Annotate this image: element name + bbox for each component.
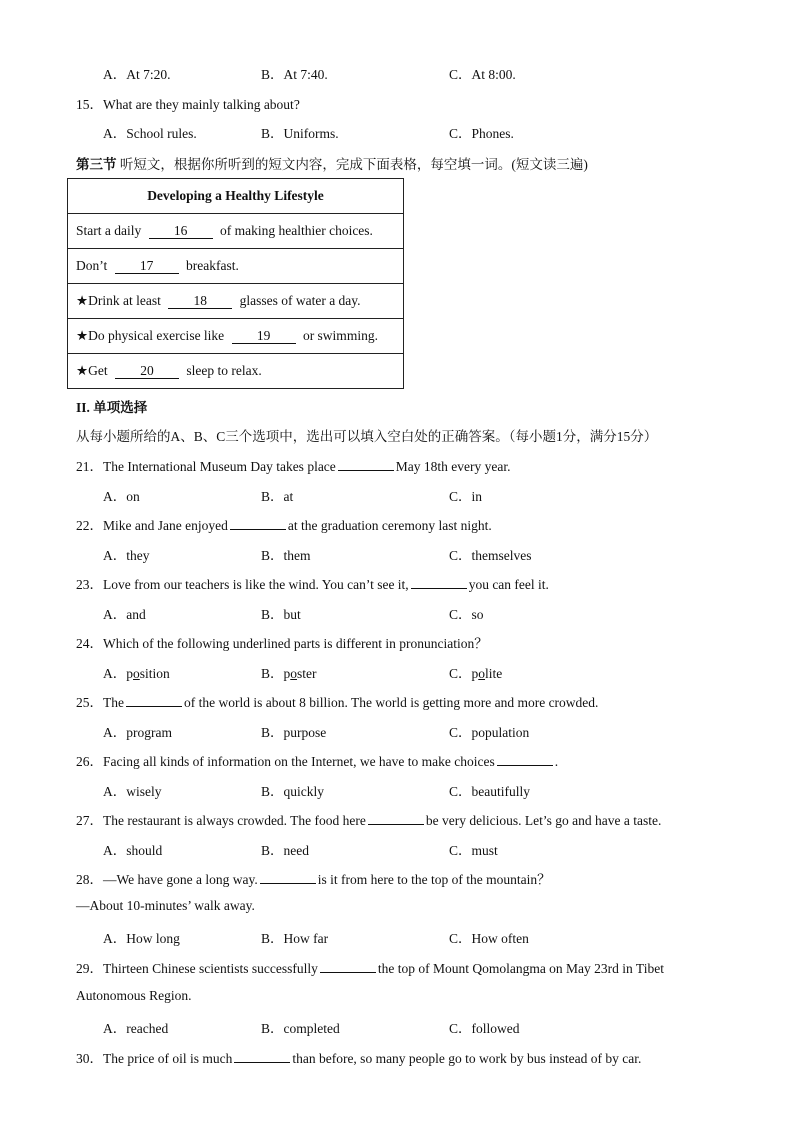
q21-option-c[interactable]: C．in bbox=[449, 489, 483, 504]
q15-option-a[interactable]: A．School rules. bbox=[103, 126, 197, 141]
q26-options bbox=[103, 780, 763, 800]
stem-text: 30．The price of oil is much bbox=[76, 1051, 233, 1066]
q27-stem bbox=[76, 809, 661, 829]
q26-option-c[interactable]: C．beautifully bbox=[449, 784, 530, 799]
q27-option-a[interactable]: A．should bbox=[103, 843, 163, 858]
q29-option-c[interactable]: C．followed bbox=[449, 1021, 520, 1036]
table-title: Developing a Healthy Lifestyle bbox=[68, 179, 404, 214]
q21-stem bbox=[76, 455, 511, 475]
answer-blank-16[interactable]: 16 bbox=[149, 224, 213, 239]
q22-option-c[interactable]: C．themselves bbox=[449, 548, 532, 563]
stem-text: 25．The bbox=[76, 695, 124, 710]
answer-blank[interactable] bbox=[338, 458, 394, 471]
answer-blank[interactable] bbox=[497, 753, 553, 766]
q26-option-b[interactable]: B．quickly bbox=[261, 784, 324, 799]
row-text: of making healthier choices. bbox=[219, 223, 373, 238]
underlined-letter: o bbox=[133, 666, 140, 681]
option-text: C．p bbox=[449, 666, 479, 681]
q23-options bbox=[103, 603, 763, 623]
q24-option-c[interactable] bbox=[449, 662, 502, 682]
answer-blank[interactable] bbox=[411, 576, 467, 589]
stem-text: 28．—We have gone a long way. bbox=[76, 872, 258, 887]
table-row bbox=[68, 319, 404, 354]
q28-reply: —About 10-minutes’ walk away. bbox=[76, 898, 255, 913]
table-row bbox=[68, 284, 404, 319]
q25-option-c[interactable]: C．population bbox=[449, 725, 530, 740]
answer-blank[interactable] bbox=[368, 812, 424, 825]
q25-option-b[interactable]: B．purpose bbox=[261, 725, 327, 740]
stem-text: 26．Facing all kinds of information on the Internet, we have to make choices bbox=[76, 754, 495, 769]
part2-title: II. 单项选择 bbox=[76, 400, 148, 415]
stem-text: the top of Mount Qomolangma on May 23rd in Tibet bbox=[377, 961, 664, 976]
table-row bbox=[68, 214, 404, 249]
q15-stem: 15．What are they mainly talking about? bbox=[76, 97, 300, 112]
stem-text: than before, so many people go to work by bus instead of by car. bbox=[292, 1051, 642, 1066]
q22-option-b[interactable]: B．them bbox=[261, 548, 311, 563]
q22-option-a[interactable]: A．they bbox=[103, 548, 150, 563]
part2-instruction: 从每小题所给的A、B、C三个选项中，选出可以填入空白处的正确答案。（每小题1分，满分15分） bbox=[76, 429, 658, 444]
q28-option-c[interactable]: C．How often bbox=[449, 931, 529, 946]
q23-stem bbox=[76, 573, 549, 593]
q22-stem bbox=[76, 514, 492, 534]
q14-option-c[interactable]: C．At 8:00. bbox=[449, 67, 516, 82]
q29-option-b[interactable]: B．completed bbox=[261, 1021, 340, 1036]
answer-blank-18[interactable]: 18 bbox=[168, 294, 232, 309]
row-text: or swimming. bbox=[302, 328, 378, 343]
stem-text: 22．Mike and Jane enjoyed bbox=[76, 518, 228, 533]
q29-stem-continued: Autonomous Region. bbox=[76, 988, 192, 1003]
underlined-letter: o bbox=[478, 666, 486, 681]
q21-options bbox=[103, 485, 763, 505]
q27-options bbox=[103, 839, 763, 859]
q25-stem bbox=[76, 691, 598, 711]
q23-option-b[interactable]: B．but bbox=[261, 607, 301, 622]
stem-text: May 18th every year. bbox=[395, 459, 511, 474]
option-text: B．p bbox=[261, 666, 291, 681]
q24-stem: 24．Which of the following underlined parts is different in pronunciation？ bbox=[76, 636, 488, 651]
row-text: ★Get bbox=[76, 363, 108, 378]
q29-options bbox=[103, 1017, 763, 1037]
q28-options bbox=[103, 927, 763, 947]
q29-stem bbox=[76, 957, 664, 977]
option-text: sition bbox=[139, 666, 170, 681]
q15-option-b[interactable]: B．Uniforms. bbox=[261, 126, 339, 141]
q27-option-b[interactable]: B．need bbox=[261, 843, 309, 858]
q28-option-b[interactable]: B．How far bbox=[261, 931, 329, 946]
answer-blank[interactable] bbox=[230, 517, 286, 530]
stem-text: of the world is about 8 billion. The world is getting more and more crowded. bbox=[184, 695, 599, 710]
q24-options bbox=[103, 662, 763, 682]
q15-option-c[interactable]: C．Phones. bbox=[449, 126, 514, 141]
lifestyle-table bbox=[67, 178, 404, 389]
row-text: breakfast. bbox=[186, 258, 239, 273]
row-text: ★Drink at least bbox=[76, 293, 161, 308]
q14-option-b[interactable]: B．At 7:40. bbox=[261, 67, 328, 82]
q22-options bbox=[103, 544, 763, 564]
stem-text: be very delicious. Let’s go and have a taste. bbox=[425, 813, 662, 828]
row-text: ★Do physical exercise like bbox=[76, 328, 225, 343]
q14-options bbox=[103, 63, 763, 83]
row-text: glasses of water a day. bbox=[239, 293, 361, 308]
q21-option-a[interactable]: A．on bbox=[103, 489, 140, 504]
option-text: A．p bbox=[103, 666, 133, 681]
row-text: Don’t bbox=[76, 258, 108, 273]
stem-text: 21．The International Museum Day takes place bbox=[76, 459, 336, 474]
q28-option-a[interactable]: A．How long bbox=[103, 931, 180, 946]
q21-option-b[interactable]: B．at bbox=[261, 489, 294, 504]
q29-option-a[interactable]: A．reached bbox=[103, 1021, 169, 1036]
q27-option-c[interactable]: C．must bbox=[449, 843, 498, 858]
section3-heading bbox=[76, 153, 588, 173]
answer-blank-17[interactable]: 17 bbox=[115, 259, 179, 274]
q26-stem bbox=[76, 750, 558, 770]
q23-option-c[interactable]: C．so bbox=[449, 607, 484, 622]
stem-text: you can feel it. bbox=[468, 577, 549, 592]
answer-blank-19[interactable]: 19 bbox=[232, 329, 296, 344]
table-row bbox=[68, 249, 404, 284]
option-text: ster bbox=[297, 666, 317, 681]
section3-instruction: 听短文，根据你所听到的短文内容，完成下面表格，每空填一词。(短文读三遍) bbox=[119, 157, 588, 172]
answer-blank[interactable] bbox=[126, 694, 182, 707]
section3-title: 第三节 bbox=[76, 157, 117, 172]
q15-options bbox=[103, 122, 763, 142]
q25-options bbox=[103, 721, 763, 741]
answer-blank[interactable] bbox=[260, 871, 316, 884]
q24-option-a[interactable] bbox=[103, 662, 170, 682]
stem-text: 29．Thirteen Chinese scientists successfully bbox=[76, 961, 318, 976]
stem-text: at the graduation ceremony last night. bbox=[287, 518, 492, 533]
stem-text: 23．Love from our teachers is like the wind. You can’t see it, bbox=[76, 577, 409, 592]
row-text: sleep to relax. bbox=[186, 363, 262, 378]
answer-blank-20[interactable]: 20 bbox=[115, 364, 179, 379]
answer-blank[interactable] bbox=[234, 1050, 290, 1063]
option-text: lite bbox=[485, 666, 503, 681]
underlined-letter: o bbox=[290, 666, 298, 681]
q26-option-a[interactable]: A．wisely bbox=[103, 784, 162, 799]
q14-option-a[interactable]: A．At 7:20. bbox=[103, 67, 171, 82]
q28-stem bbox=[76, 868, 551, 888]
stem-text: . bbox=[554, 754, 559, 769]
q25-option-a[interactable]: A．program bbox=[103, 725, 172, 740]
table-row bbox=[68, 354, 404, 389]
answer-blank[interactable] bbox=[320, 960, 376, 973]
stem-text: 27．The restaurant is always crowded. The food here bbox=[76, 813, 366, 828]
q24-option-b[interactable] bbox=[261, 662, 317, 682]
q23-option-a[interactable]: A．and bbox=[103, 607, 146, 622]
stem-text: is it from here to the top of the mountain？ bbox=[317, 872, 551, 887]
q30-stem bbox=[76, 1047, 641, 1067]
row-text: Start a daily bbox=[76, 223, 142, 238]
